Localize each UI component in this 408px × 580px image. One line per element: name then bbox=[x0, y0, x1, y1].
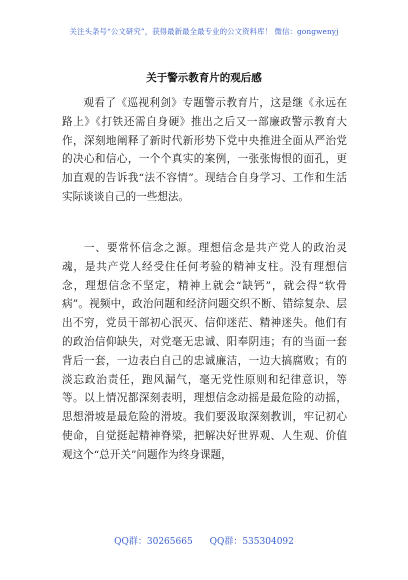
paragraph-text: 一、要常怀信念之源。理想信念是共产党人的政治灵魂，是共产党人经受住任何考验的精神支柱。没有理想信念，理想信念不坚定，精神上就会“缺钙”，就会得“软骨病”。视频中，政治问题和经济问题交织不断、错综复杂、层出不穷，党员干部初心泯灭、信仰迷茫、精神迷失。他们有的政治信仰缺失，对党毫无忠诚、阳奉阴违；有的当面一套背后一套，一边表白自己的忠诚廉洁，一边大搞腐败；有的淡忘政治责任，跑风漏气，毫无党性原则和纪律意识，等等。以上情况都深刻表明，理想信念动摇是最危险的动摇，思想滑坡是最危险的滑坡。我们要汲取深刻教训，牢记初心使命，自觉挺起精神脊梁，把解决好世界观、人生观、价值观这个“总开关”问题作为终身课题， bbox=[62, 242, 347, 461]
footer-qq-group-1: QQ群：30265665 bbox=[114, 537, 193, 547]
footer-contact bbox=[0, 534, 408, 547]
paragraph-intro bbox=[62, 94, 347, 207]
paragraph-text: 观看了《巡视利剑》专题警示教育片，这是继《永远在路上》《打铁还需自身硬》推出之后又一部廉政警示教育大作，深刻地阐释了新时代新形势下党中央推进全面从严治党的决心和信心，一个个真实的案例，一张张悔恨的面孔，更加直观的告诉我“法不容情”。现结合自身学习、工作和生活实际谈谈自己的一些想法。 bbox=[62, 97, 347, 203]
document-title: 关于警示教育片的观后感 bbox=[146, 72, 262, 84]
header-promo-note: 关注头条号“公文研究”，获得最新最全最专业的公文资料库！ 微信：gongwenyj bbox=[69, 27, 339, 36]
footer-qq-group-2: QQ群：535304092 bbox=[209, 537, 294, 547]
paragraph-section-one bbox=[62, 239, 347, 465]
